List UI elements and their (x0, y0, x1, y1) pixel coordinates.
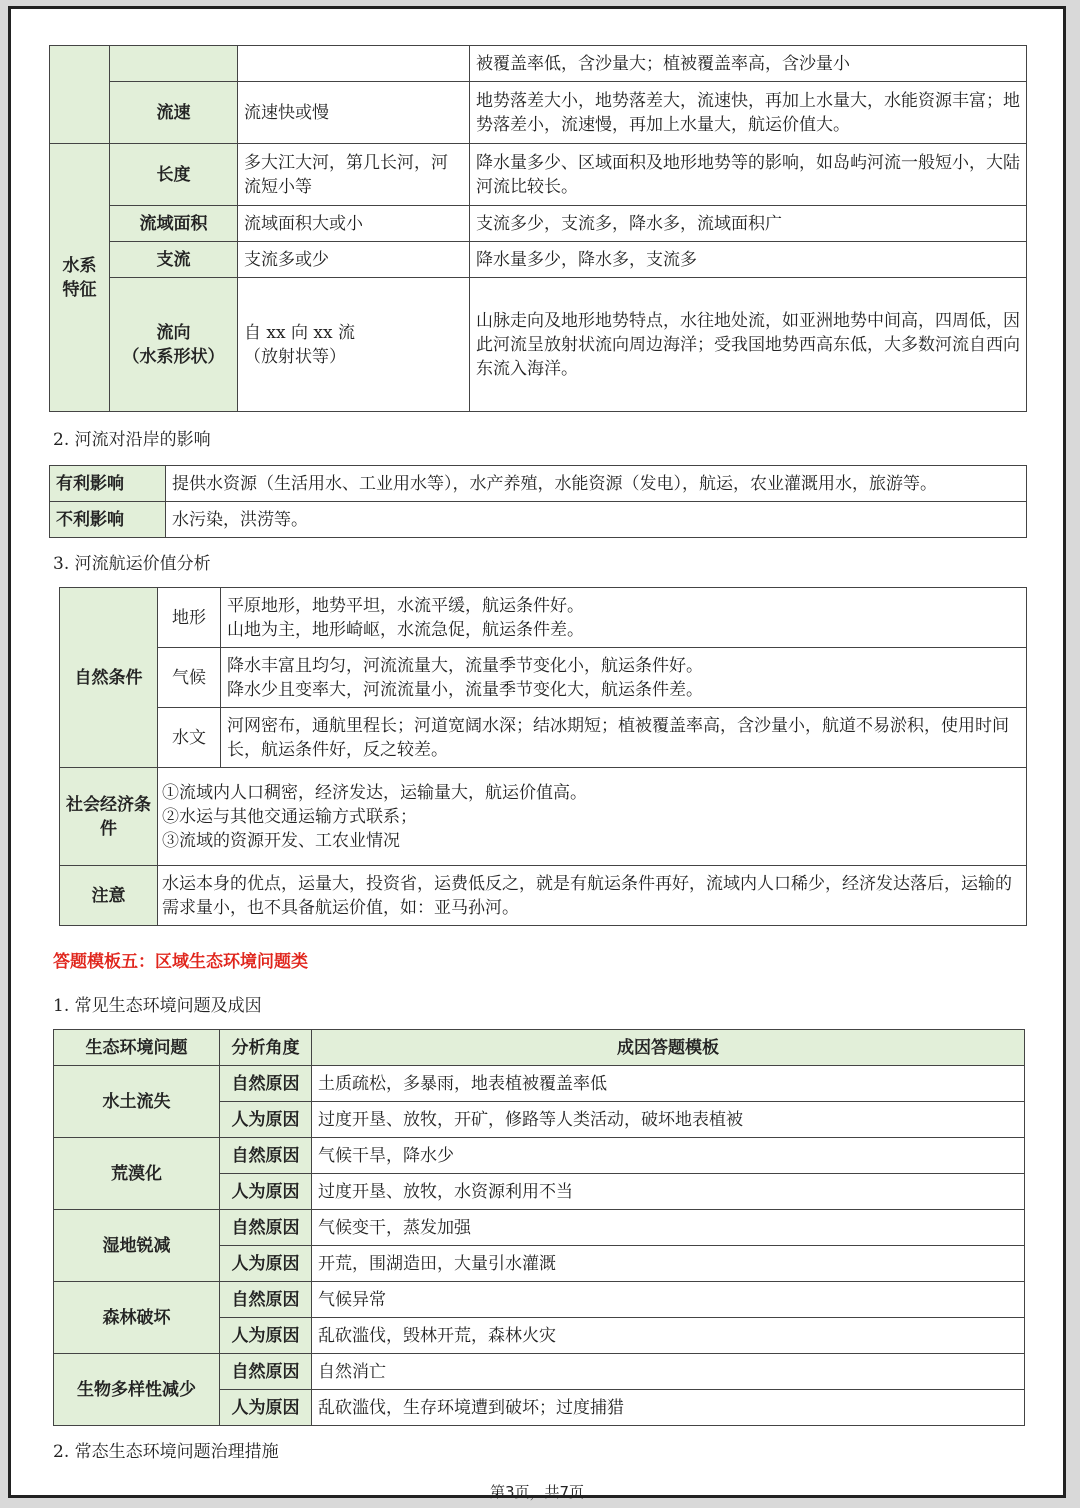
row-label-speed: 流速 (110, 82, 238, 144)
note-label: 注意 (60, 866, 158, 926)
table-row (54, 1138, 1025, 1174)
problem-label: 水土流失 (54, 1066, 220, 1138)
unfavorable-text: 水污染，洪涝等。 (166, 502, 1027, 538)
favorable-label: 有利影响 (50, 466, 166, 502)
natural-cause-text: 气候干旱，降水少 (312, 1138, 1025, 1174)
human-cause-text: 乱砍滥伐，生存环境遭到破坏；过度捕猎 (312, 1390, 1025, 1426)
template-heading: 答题模板五：区域生态环境问题类 (53, 952, 308, 972)
navigation-table: 自然条件 地形 平原地形，地势平坦，水流平缓，航运条件好。 山地为主，地形崎岖，水流急促，航运条件差。 气候 降水丰富且均匀，河流流量大，流量季节变化小，航运条件好。 降水少且变率大，河流流量小，流量季节变化大，航运条件差。 水文 河网密布，通航里程长；河道宽阔水深；结冰期短；植被覆盖率高，含沙量小，航道不易淤积，使用时间长，航运条件好，反之较差。 社会经济条件 ①流域内人口稠密，经济发达，运输量大，航运价值高。 ②水运与其他交通运输方式联系； ③流域的资源开发、工农业情况 注意 水运本身的优点，运量大，投资省，运费低反之，就是有航运条件再好，流域内人口稀少，经济发达落后，运输的需求量小，也不具备航运价值，如：亚马孙河。 (59, 587, 1027, 926)
human-cause-text: 开荒，围湖造田，大量引水灌溉 (312, 1246, 1025, 1282)
terrain-label: 地形 (158, 588, 221, 648)
impact-table (49, 465, 1027, 538)
cell-sediment: 被覆盖率低，含沙量大；植被覆盖率高，含沙量小 (470, 46, 1027, 82)
natural-cause-label: 自然原因 (220, 1066, 312, 1102)
natural-cause-label: 自然原因 (220, 1210, 312, 1246)
table-row (54, 1210, 1025, 1246)
header-problem: 生态环境问题 (54, 1030, 220, 1066)
natural-cause-text: 自然消亡 (312, 1354, 1025, 1390)
document-page (8, 6, 1066, 1501)
human-cause-text: 乱砍滥伐，毁林开荒，森林火灾 (312, 1318, 1025, 1354)
human-cause-label: 人为原因 (220, 1318, 312, 1354)
hydrology-label: 水文 (158, 708, 221, 768)
human-cause-label: 人为原因 (220, 1102, 312, 1138)
section-title-impact: 2. 河流对沿岸的影响 (53, 430, 211, 450)
natural-conditions-label: 自然条件 (60, 588, 158, 768)
human-cause-label: 人为原因 (220, 1390, 312, 1426)
group-label-river-system: 水系特征 (50, 144, 110, 412)
human-cause-label: 人为原因 (220, 1174, 312, 1210)
header-angle: 分析角度 (220, 1030, 312, 1066)
page-footer: 第3页，共7页 (489, 1483, 585, 1501)
natural-cause-label: 自然原因 (220, 1282, 312, 1318)
human-cause-text: 过度开垦、放牧，开矿，修路等人类活动，破坏地表植被 (312, 1102, 1025, 1138)
table-row (54, 1066, 1025, 1102)
human-cause-label: 人为原因 (220, 1246, 312, 1282)
header-template: 成因答题模板 (312, 1030, 1025, 1066)
section-title-eco-problems: 1. 常见生态环境问题及成因 (53, 996, 262, 1016)
human-cause-text: 过度开垦、放牧，水资源利用不当 (312, 1174, 1025, 1210)
row-label-tributary: 支流 (110, 242, 238, 278)
natural-cause-text: 气候异常 (312, 1282, 1025, 1318)
problem-label: 森林破坏 (54, 1282, 220, 1354)
natural-cause-label: 自然原因 (220, 1354, 312, 1390)
unfavorable-label: 不利影响 (50, 502, 166, 538)
section-title-eco-measures: 2. 常态生态环境问题治理措施 (53, 1442, 279, 1462)
group-label-top (50, 46, 110, 144)
favorable-text: 提供水资源（生活用水、工业用水等），水产养殖，水能资源（发电），航运，农业灌溉用水，旅游等。 (166, 466, 1027, 502)
eco-problems-table (53, 1029, 1025, 1426)
natural-cause-label: 自然原因 (220, 1138, 312, 1174)
natural-cause-text: 气候变干，蒸发加强 (312, 1210, 1025, 1246)
section-title-navigation: 3. 河流航运价值分析 (53, 554, 211, 574)
row-label-length: 长度 (110, 144, 238, 206)
natural-cause-text: 土质疏松，多暴雨，地表植被覆盖率低 (312, 1066, 1025, 1102)
row-label-basin-area: 流域面积 (110, 206, 238, 242)
row-label-flow-direction: 流向 （水系形状） (110, 278, 238, 412)
problem-label: 湿地锐减 (54, 1210, 220, 1282)
climate-label: 气候 (158, 648, 221, 708)
socioeconomic-label: 社会经济条件 (60, 768, 158, 866)
problem-label: 荒漠化 (54, 1138, 220, 1210)
table-row (54, 1354, 1025, 1390)
river-system-table: 被覆盖率低，含沙量大；植被覆盖率高，含沙量小 流速 流速快或慢 地势落差大小，地势落差大，流速快，再加上水量大，水能资源丰富；地势落差小，流速慢，再加上水量大，航运价值大。 水系特征 长度 多大江大河，第几长河，河流短小等 降水量多少、区域面积及地形地势等的影响，如岛屿河流一般短小，大陆河流比较长。 流域面积 流域面积大或小 支流多少，支流多，降水多，流域面积广 支流 支流多或少 降水量多少，降水多，支流多 流向 （水系形状） 自 xx 向 xx 流 （放射状等） 山脉走向及地形地势特点，水往地处流，如亚洲地势中间高，四周低，因此河流呈放射状流向周边海洋；受我国地势西高东低，大多数河流自西向东流入海洋。 (49, 45, 1027, 412)
table-row (54, 1282, 1025, 1318)
problem-label: 生物多样性减少 (54, 1354, 220, 1426)
